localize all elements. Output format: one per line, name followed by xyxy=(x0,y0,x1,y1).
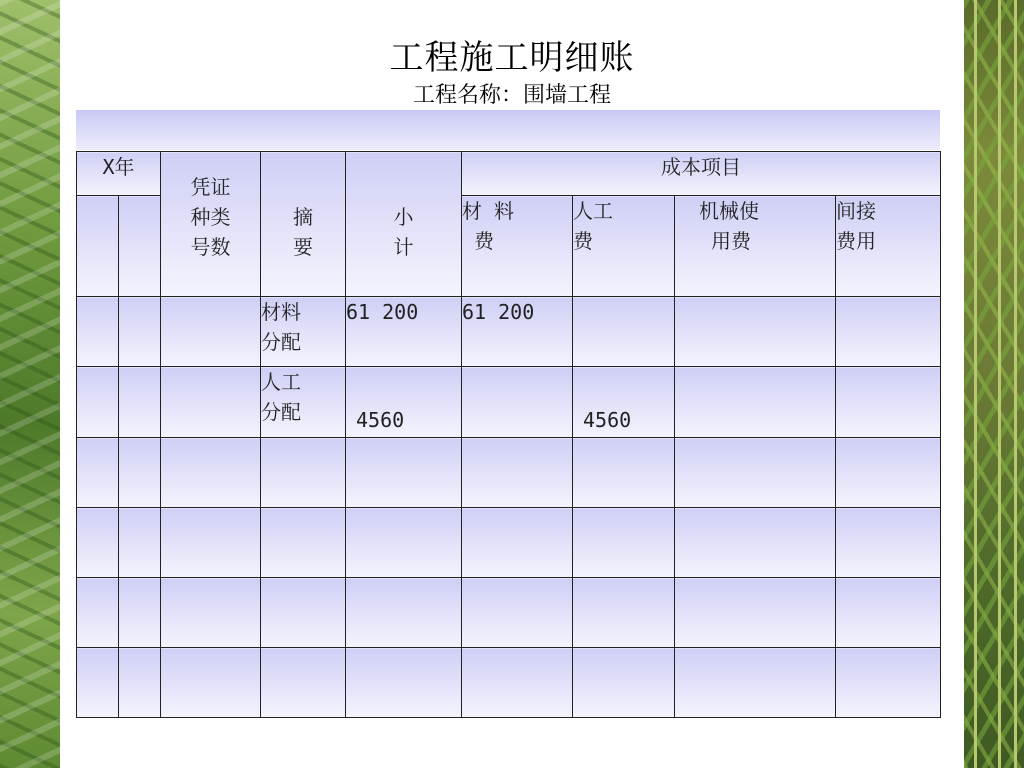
empty-cell xyxy=(573,578,675,648)
day-subheader xyxy=(119,196,161,297)
year-header: X年 xyxy=(77,152,161,196)
willow-stem xyxy=(1014,0,1017,768)
machinery-cost-header xyxy=(675,196,836,297)
willow-stem xyxy=(974,0,977,768)
empty-cell xyxy=(836,578,941,648)
empty-cell xyxy=(346,438,462,508)
empty-cell xyxy=(161,648,261,718)
subtotal-header-line: 计 xyxy=(393,235,414,259)
material-cost-header xyxy=(462,196,573,297)
subtotal-cell: 61 200 xyxy=(346,297,462,367)
empty-cell xyxy=(77,438,119,508)
empty-cell xyxy=(77,578,119,648)
left-bamboo-decoration xyxy=(0,0,60,768)
summary-line: 分配 xyxy=(261,330,302,354)
cost-items-header: 成本项目 xyxy=(462,152,941,196)
table-row-empty xyxy=(77,648,941,718)
empty-cell xyxy=(675,508,836,578)
summary-line: 人工 xyxy=(261,370,302,394)
labor-cost-header xyxy=(573,196,675,297)
day-cell xyxy=(119,367,161,438)
day-cell xyxy=(119,297,161,367)
table-row-empty xyxy=(77,578,941,648)
subtotal-header xyxy=(346,152,462,297)
summary-cell xyxy=(261,297,346,367)
project-name: 工程名称：围墙工程 xyxy=(412,83,611,108)
table-row xyxy=(77,297,941,367)
machinery-cell xyxy=(675,297,836,367)
construction-ledger-table xyxy=(76,151,941,718)
material-header-line: 费 xyxy=(474,229,495,253)
voucher-header-line: 凭证 xyxy=(190,175,231,199)
month-cell xyxy=(77,367,119,438)
summary-line: 材料 xyxy=(261,300,302,324)
voucher-cell xyxy=(161,297,261,367)
indirect-cost-header xyxy=(836,196,941,297)
month-cell xyxy=(77,297,119,367)
indirect-cell xyxy=(836,297,941,367)
empty-cell xyxy=(161,438,261,508)
indirect-header-line: 费用 xyxy=(836,229,877,253)
labor-value: 4560 xyxy=(583,408,632,432)
empty-cell xyxy=(836,648,941,718)
voucher-header-line: 号数 xyxy=(190,235,231,259)
empty-cell xyxy=(836,438,941,508)
voucher-header xyxy=(161,152,261,297)
header-band xyxy=(76,110,940,150)
empty-cell xyxy=(119,578,161,648)
labor-cell xyxy=(573,367,675,438)
empty-cell xyxy=(836,508,941,578)
labor-header-line: 人工 xyxy=(573,199,614,223)
empty-cell xyxy=(346,508,462,578)
summary-header-line: 摘 xyxy=(293,205,314,229)
empty-cell xyxy=(261,508,346,578)
table-row-empty xyxy=(77,508,941,578)
labor-header-line: 费 xyxy=(573,229,594,253)
empty-cell xyxy=(462,578,573,648)
empty-cell xyxy=(346,578,462,648)
page-title: 工程施工明细账 xyxy=(389,38,635,78)
material-cell xyxy=(462,367,573,438)
summary-cell xyxy=(261,367,346,438)
material-cell: 61 200 xyxy=(462,297,573,367)
empty-cell xyxy=(462,508,573,578)
machinery-cell xyxy=(675,367,836,438)
empty-cell xyxy=(77,648,119,718)
subtotal-header-line: 小 xyxy=(393,205,414,229)
table-row-empty xyxy=(77,438,941,508)
empty-cell xyxy=(346,648,462,718)
empty-cell xyxy=(261,438,346,508)
empty-cell xyxy=(675,648,836,718)
willow-stem xyxy=(998,0,1001,768)
empty-cell xyxy=(119,438,161,508)
summary-header xyxy=(261,152,346,297)
voucher-cell xyxy=(161,367,261,438)
summary-line: 分配 xyxy=(261,400,302,424)
summary-header-line: 要 xyxy=(293,235,314,259)
empty-cell xyxy=(261,578,346,648)
indirect-cell xyxy=(836,367,941,438)
empty-cell xyxy=(573,648,675,718)
empty-cell xyxy=(77,508,119,578)
voucher-header-line: 种类 xyxy=(190,205,231,229)
empty-cell xyxy=(462,648,573,718)
empty-cell xyxy=(573,438,675,508)
empty-cell xyxy=(119,648,161,718)
indirect-header-line: 间接 xyxy=(836,199,877,223)
empty-cell xyxy=(161,508,261,578)
empty-cell xyxy=(675,438,836,508)
subtotal-cell xyxy=(346,367,462,438)
labor-cell xyxy=(573,297,675,367)
machinery-header-line: 用费 xyxy=(711,229,752,253)
material-header-line: 材 料 xyxy=(462,199,515,223)
empty-cell xyxy=(161,578,261,648)
month-subheader xyxy=(77,196,119,297)
empty-cell xyxy=(119,508,161,578)
subtotal-value: 4560 xyxy=(356,408,405,432)
table-row xyxy=(77,367,941,438)
right-willow-decoration xyxy=(964,0,1024,768)
empty-cell xyxy=(261,648,346,718)
empty-cell xyxy=(573,508,675,578)
empty-cell xyxy=(675,578,836,648)
empty-cell xyxy=(462,438,573,508)
machinery-header-line: 机械使 xyxy=(699,199,760,223)
